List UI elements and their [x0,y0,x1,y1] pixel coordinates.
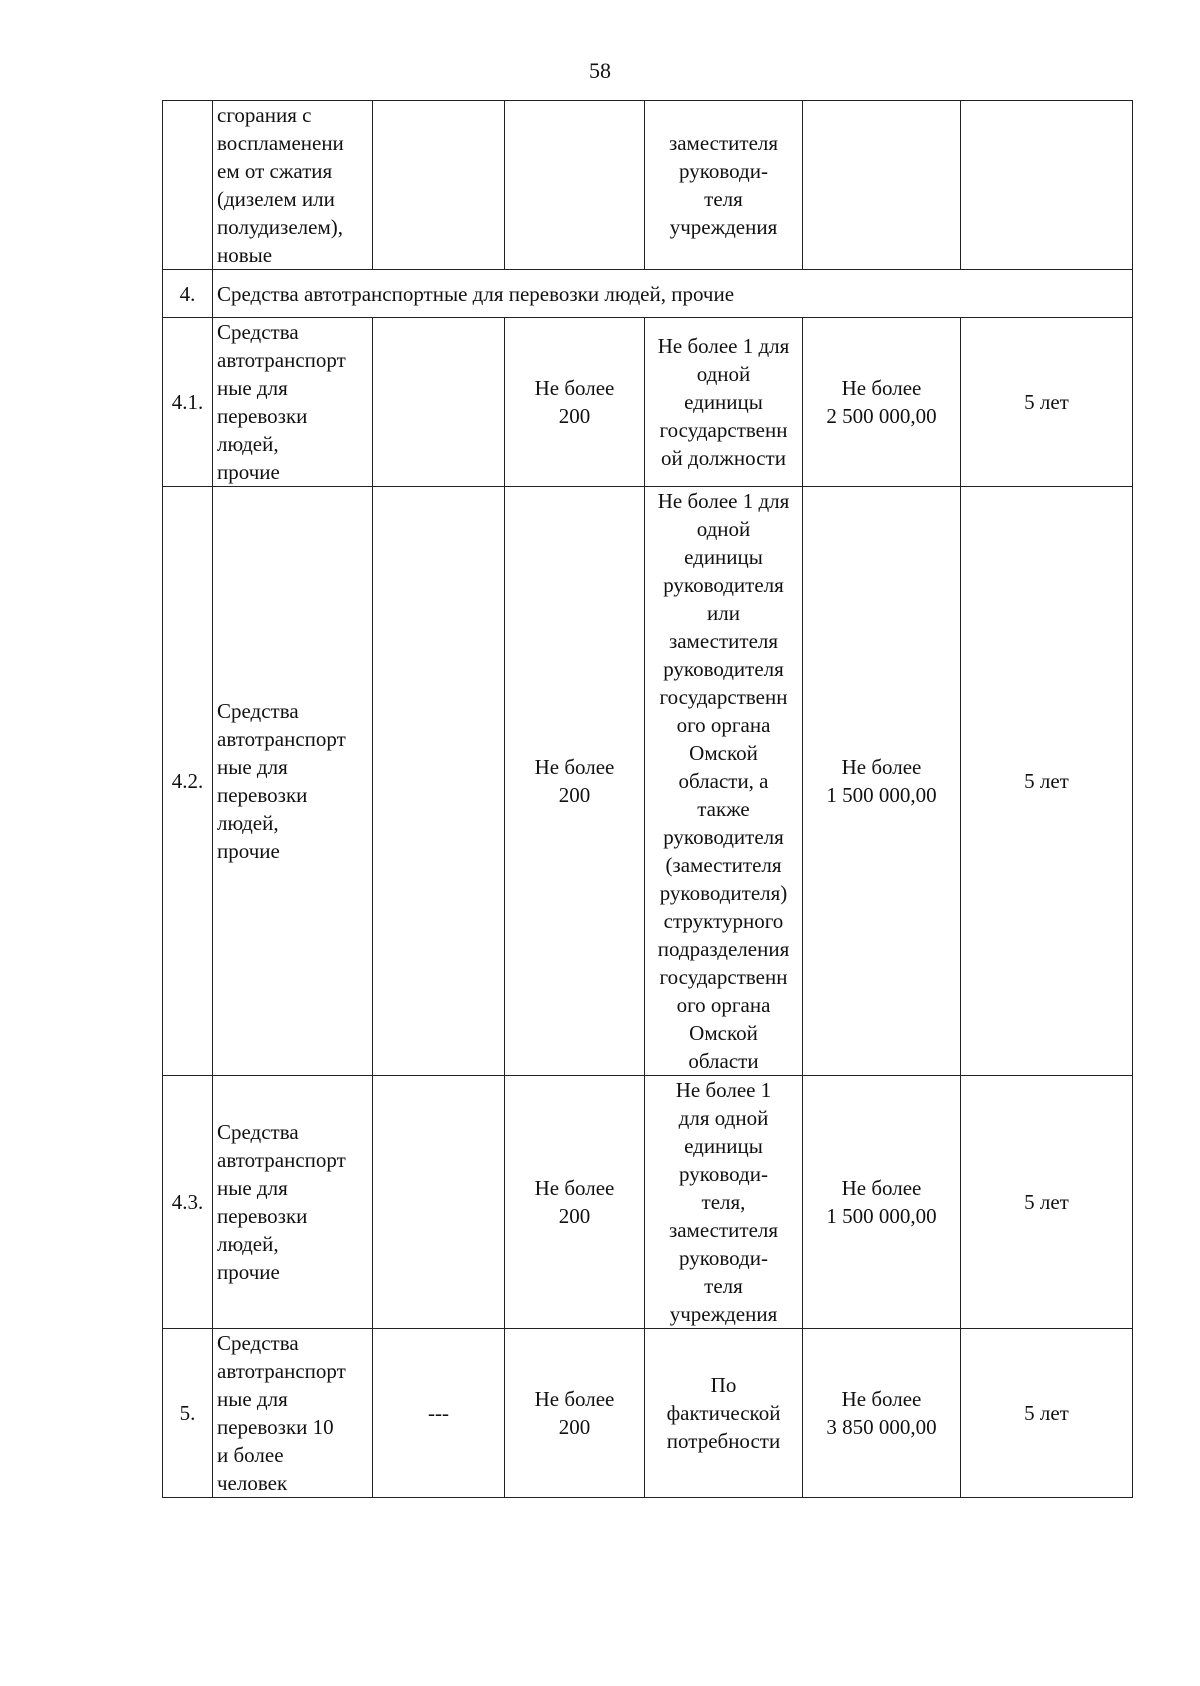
item-term: 5 лет [961,1329,1133,1498]
requirements-table [162,100,1133,1498]
item-quantity: По фактической потребности [645,1329,803,1498]
item-power: Не более 200 [505,1076,645,1329]
item-quantity: Не более 1 для одной единицы руководителя или заместителя руководителя государственн ого органа Омской области, а также руководителя (заместителя руководителя) структурного подразделения государственн ого органа Омской области [645,487,803,1076]
row-number: 5. [163,1329,213,1498]
item-name: Средства автотранспорт ные для перевозки 10 и более человек [213,1329,373,1498]
item-term: 5 лет [961,487,1133,1076]
item-extra: --- [373,1329,505,1498]
row-number: 4.1. [163,318,213,487]
item-price [803,101,961,270]
item-name: Средства автотранспорт ные для перевозки людей, прочие [213,318,373,487]
item-price: Не более 2 500 000,00 [803,318,961,487]
item-power [505,101,645,270]
table-row [163,487,1133,1076]
table-row [163,1076,1133,1329]
table-row [163,101,1133,270]
item-price: Не более 1 500 000,00 [803,487,961,1076]
item-extra [373,318,505,487]
row-number: 4. [163,270,213,318]
item-price: Не более 1 500 000,00 [803,1076,961,1329]
item-quantity: Не более 1 для одной единицы руководи- теля, заместителя руководи- теля учреждения [645,1076,803,1329]
row-number: 4.3. [163,1076,213,1329]
row-number [163,101,213,270]
table-row [163,318,1133,487]
item-extra [373,487,505,1076]
item-quantity: заместителя руководи- теля учреждения [645,101,803,270]
item-name: Средства автотранспорт ные для перевозки людей, прочие [213,1076,373,1329]
page-number: 58 [589,58,611,83]
item-price: Не более 3 850 000,00 [803,1329,961,1498]
item-power: Не более 200 [505,318,645,487]
item-extra [373,101,505,270]
item-power: Не более 200 [505,1329,645,1498]
row-number: 4.2. [163,487,213,1076]
section-title: Средства автотранспортные для перевозки людей, прочие [213,270,1133,318]
section-row [163,270,1133,318]
item-quantity: Не более 1 для одной единицы государственн ой должности [645,318,803,487]
item-name: Средства автотранспорт ные для перевозки людей, прочие [213,487,373,1076]
item-term: 5 лет [961,1076,1133,1329]
item-name: сгорания с воспламенени ем от сжатия (дизелем или полудизелем), новые [213,101,373,270]
table-row [163,1329,1133,1498]
item-term: 5 лет [961,318,1133,487]
item-power: Не более 200 [505,487,645,1076]
item-extra [373,1076,505,1329]
item-term [961,101,1133,270]
